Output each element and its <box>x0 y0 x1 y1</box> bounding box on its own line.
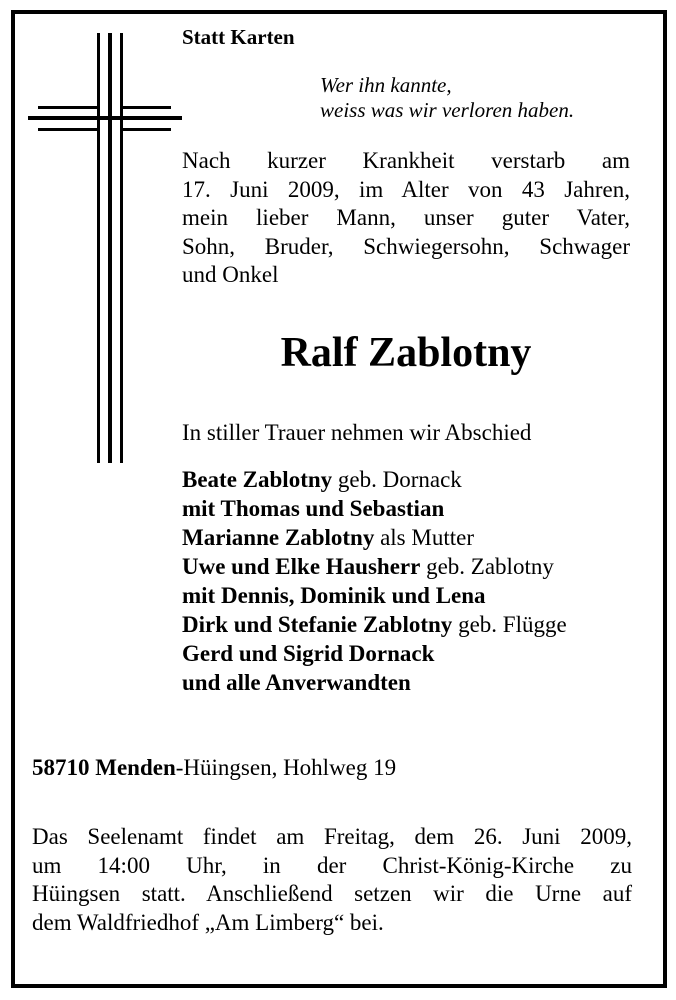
service-line: um 14:00 Uhr, in der Christ-König-Kirche zu <box>32 852 632 878</box>
mourner-entry <box>182 494 567 523</box>
motto-line: weiss was wir verloren haben. <box>320 98 575 122</box>
address-street: -Hüingsen, Hohlweg 19 <box>175 755 397 780</box>
mourner-name: Uwe und Elke Hausherr <box>182 554 421 579</box>
mourner-note: geb. Dornack <box>332 467 462 492</box>
mourner-entry <box>182 552 567 581</box>
motto-quote <box>320 73 574 123</box>
deceased-name: Ralf Zablotny <box>280 330 532 376</box>
motto-line: Wer ihn kannte, <box>320 73 452 97</box>
announcement-line: und Onkel <box>182 262 279 287</box>
mourner-name: Gerd und Sigrid Dornack <box>182 641 435 666</box>
mourner-note: als Mutter <box>374 525 474 550</box>
service-line: Hüingsen statt. Anschließend setzen wir die Urne auf <box>32 881 632 906</box>
address-city: 58710 Menden <box>32 755 176 780</box>
announcement-line: Nach kurzer Krankheit verstarb am <box>182 148 630 173</box>
death-announcement <box>182 147 630 290</box>
family-address <box>32 755 396 781</box>
mourner-note: geb. Zablotny <box>420 554 554 579</box>
mourner-name: und alle Anverwandten <box>182 670 411 695</box>
mourner-name: mit Dennis, Dominik und Lena <box>182 583 486 608</box>
mourner-name: mit Thomas und Sebastian <box>182 496 445 521</box>
mourner-name: Dirk und Stefanie Zablotny <box>182 612 453 637</box>
mourners-list <box>182 465 567 697</box>
header-label: Statt Karten <box>182 25 295 49</box>
service-details <box>32 823 632 937</box>
service-line: Das Seelenamt findet am Freitag, dem 26. Juni 2009, <box>32 824 632 849</box>
cross-icon <box>14 33 196 463</box>
mourner-entry <box>182 668 567 697</box>
announcement-line: Sohn, Bruder, Schwiegersohn, Schwager <box>182 233 630 259</box>
farewell-line: In stiller Trauer nehmen wir Abschied <box>182 420 532 445</box>
announcement-line: mein lieber Mann, unser guter Vater, <box>182 205 630 230</box>
service-line: dem Waldfriedhof „Am Limberg“ bei. <box>32 909 384 935</box>
mourner-entry <box>182 523 567 552</box>
mourner-entry <box>182 610 567 639</box>
mourner-name: Marianne Zablotny <box>182 525 375 550</box>
mourner-entry <box>182 639 567 668</box>
mourner-entry <box>182 465 567 494</box>
announcement-line: 17. Juni 2009, im Alter von 43 Jahren, <box>182 176 630 202</box>
mourner-note: geb. Flügge <box>452 612 567 637</box>
mourner-entry <box>182 581 567 610</box>
mourner-name: Beate Zablotny <box>182 467 333 492</box>
